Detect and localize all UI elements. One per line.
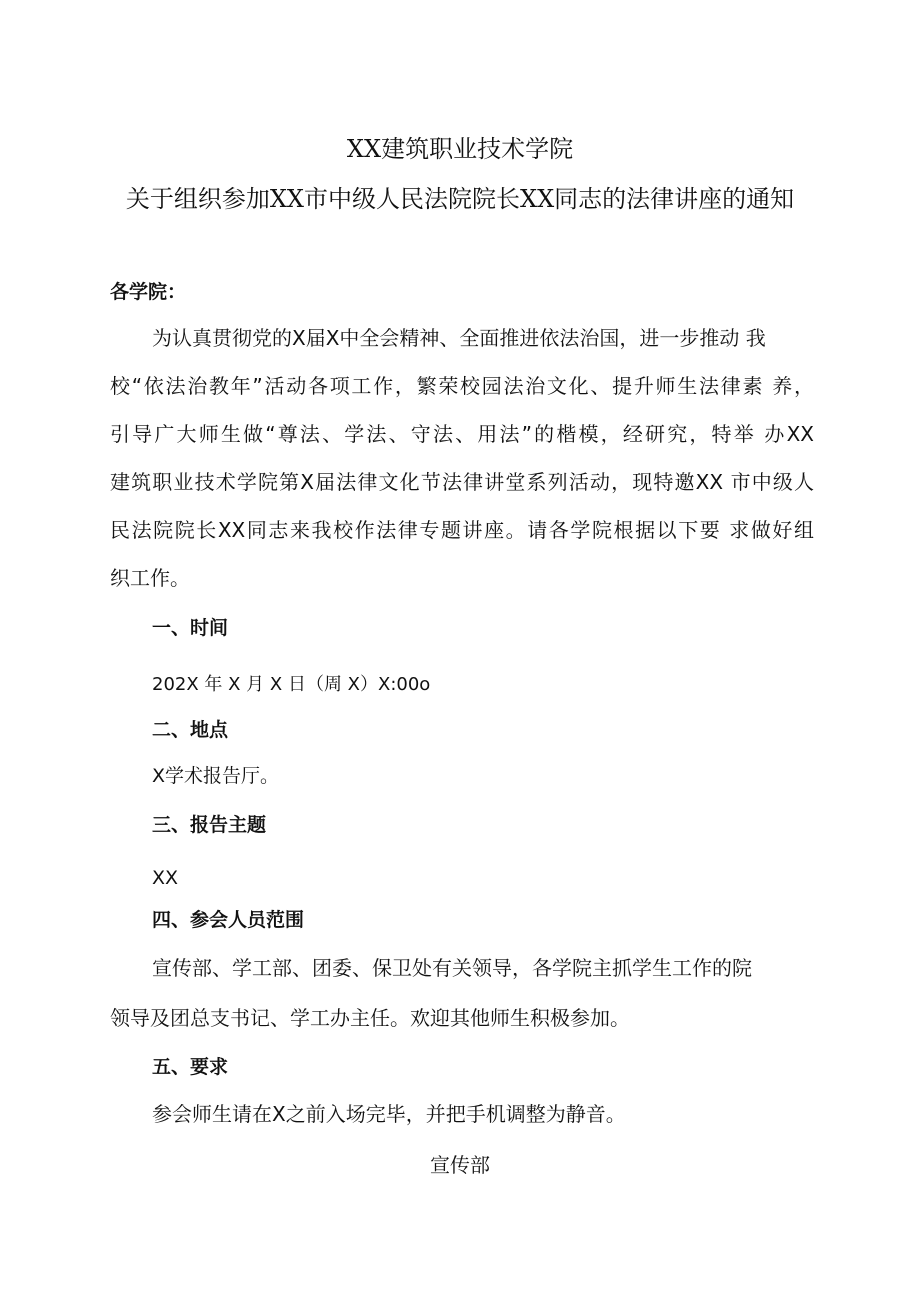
- section-text-location: X学术报告厅。: [152, 765, 280, 787]
- intro-paragraph-line: 引导广大师生做“尊法、学法、守法、用法”的楷模，经研究，特举 办XX: [110, 422, 814, 446]
- section-heading-attendees: 四、参会人员范围: [152, 909, 305, 931]
- section-text-time: 202X 年 X 月 X 日（周 X）X:00o: [152, 674, 431, 695]
- intro-paragraph-line: 民法院院长XX同志来我校作法律专题讲座。请各学院根据以下要 求做好组: [110, 518, 814, 542]
- section-text-attendees: 领导及团总支书记、学工办主任。欢迎其他师生积极参加。: [110, 1006, 630, 1030]
- document-title-notice: 关于组织参加XX市中级人民法院院长XX同志的法律讲座的通知: [125, 185, 795, 213]
- section-heading-location: 二、地点: [152, 719, 229, 741]
- intro-paragraph-line: 建筑职业技术学院第X届法律文化节法律讲堂系列活动，现特邀XX 市中级人: [110, 470, 814, 494]
- document-title-school: XX建筑职业技术学院: [346, 135, 574, 163]
- section-text-requirements: 参会师生请在X之前入场完毕，并把手机调整为静音。: [152, 1102, 626, 1126]
- section-text-attendees: 宣传部、学工部、团委、保卫处有关领导，各学院主抓学生工作的院: [152, 956, 752, 980]
- salutation: 各学院：: [110, 281, 187, 303]
- section-text-topic: XX: [152, 867, 179, 889]
- signature-department: 宣传部: [430, 1153, 490, 1177]
- intro-paragraph-line: 织工作。: [110, 566, 190, 590]
- intro-paragraph-line: 校“依法治教年”活动各项工作，繁荣校园法治文化、提升师生法律素 养，: [110, 374, 814, 398]
- intro-paragraph-line: 为认真贯彻党的X届X中全会精神、全面推进依法治国，进一步推动 我: [152, 326, 766, 350]
- section-heading-time: 一、时间: [152, 617, 229, 639]
- section-heading-topic: 三、报告主题: [152, 814, 267, 836]
- section-heading-requirements: 五、要求: [152, 1056, 229, 1078]
